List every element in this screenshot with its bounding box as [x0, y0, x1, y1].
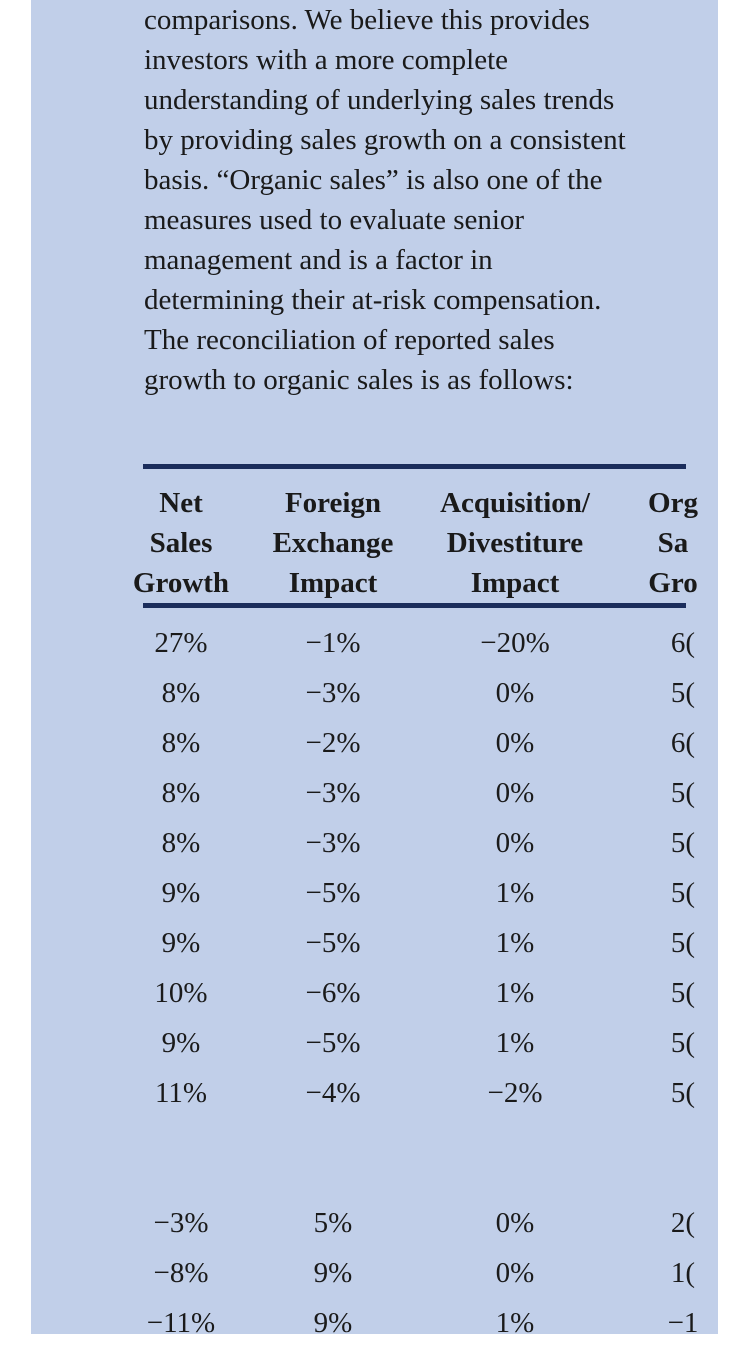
cell-organic-sales: 5( [670, 1077, 696, 1109]
cell-foreign-exchange: −3% [305, 827, 361, 859]
cell-organic-sales: 5( [670, 1027, 696, 1059]
cell-net-sales-growth: 9% [161, 927, 201, 959]
cell-organic-sales: 1( [670, 1257, 696, 1289]
cell-net-sales-growth: −11% [146, 1307, 216, 1339]
cell-net-sales-growth: −8% [153, 1257, 209, 1289]
cell-net-sales-growth: 8% [161, 727, 201, 759]
cell-foreign-exchange: 9% [313, 1307, 353, 1339]
paragraph-line: growth to organic sales is as follows: [144, 364, 574, 396]
cell-net-sales-growth: 9% [161, 1027, 201, 1059]
cell-organic-sales: 5( [670, 777, 696, 809]
cell-foreign-exchange: −1% [305, 627, 361, 659]
cell-net-sales-growth: 10% [154, 977, 208, 1009]
cell-foreign-exchange: −6% [305, 977, 361, 1009]
intro-paragraph [144, 0, 704, 400]
cell-foreign-exchange: 9% [313, 1257, 353, 1289]
table-row [143, 618, 696, 668]
paragraph-line: management and is a factor in [144, 244, 493, 276]
table-row [143, 1198, 696, 1248]
cell-acquisition-divestiture: 0% [495, 1207, 535, 1239]
table-row [143, 768, 696, 818]
table-row [143, 1248, 696, 1298]
paragraph-line: basis. “Organic sales” is also one of the [144, 164, 603, 196]
cell-acquisition-divestiture: 0% [495, 1257, 535, 1289]
paragraph-line: investors with a more complete [144, 44, 509, 76]
paragraph-line: determining their at-risk compensation. [144, 284, 602, 316]
cell-organic-sales: 5( [670, 927, 696, 959]
document-page [31, 0, 718, 1339]
cell-net-sales-growth: −3% [153, 1207, 209, 1239]
cell-organic-sales: 6( [670, 627, 696, 659]
cell-organic-sales: 2( [670, 1207, 696, 1239]
table-row [143, 968, 696, 1018]
cell-foreign-exchange: −3% [305, 677, 361, 709]
table-row [143, 918, 696, 968]
table-body [143, 618, 699, 1348]
cell-net-sales-growth: 8% [161, 677, 201, 709]
cell-foreign-exchange: −5% [305, 877, 361, 909]
paragraph-line: by providing sales growth on a consistent [144, 124, 626, 156]
cell-foreign-exchange: 5% [313, 1207, 353, 1239]
cell-organic-sales: 5( [670, 827, 696, 859]
header-net-sales-growth: Net Sales Growth [132, 487, 230, 599]
cell-foreign-exchange: −5% [305, 927, 361, 959]
cell-net-sales-growth: 8% [161, 777, 201, 809]
cell-organic-sales: 6( [670, 727, 696, 759]
cell-foreign-exchange: −4% [305, 1077, 361, 1109]
cell-net-sales-growth: 11% [154, 1077, 208, 1109]
paragraph-line: comparisons. We believe this provides [144, 4, 590, 36]
cell-organic-sales: 5( [670, 877, 696, 909]
cell-foreign-exchange: −2% [305, 727, 361, 759]
cell-foreign-exchange: −3% [305, 777, 361, 809]
table-row [143, 1068, 696, 1118]
cell-acquisition-divestiture: −2% [487, 1077, 543, 1109]
table-row [143, 718, 696, 768]
cell-foreign-exchange: −5% [305, 1027, 361, 1059]
cell-acquisition-divestiture: 0% [495, 827, 535, 859]
cell-acquisition-divestiture: 1% [495, 877, 535, 909]
header-organic-sales-growth: Org Sa Gro [648, 487, 698, 599]
table-header-rule [143, 603, 686, 608]
paragraph-line: The reconciliation of reported sales [144, 324, 555, 356]
cell-acquisition-divestiture: 0% [495, 677, 535, 709]
cell-organic-sales: 5( [670, 977, 696, 1009]
header-foreign-exchange-impact: Foreign Exchange Impact [272, 487, 394, 599]
cell-net-sales-growth: 9% [161, 877, 201, 909]
cell-acquisition-divestiture: 1% [495, 1307, 535, 1339]
cell-organic-sales: 5( [670, 677, 696, 709]
table-row [143, 1298, 699, 1348]
cell-acquisition-divestiture: 0% [495, 777, 535, 809]
table-row [143, 1018, 696, 1068]
table-header-row [132, 469, 698, 603]
table-row [143, 818, 696, 868]
cell-acquisition-divestiture: −20% [480, 627, 550, 659]
cell-net-sales-growth: 8% [161, 827, 201, 859]
cell-acquisition-divestiture: 1% [495, 977, 535, 1009]
paragraph-line: understanding of underlying sales trends [144, 84, 615, 116]
cell-net-sales-growth: 27% [154, 627, 208, 659]
organic-sales-reconciliation-table [132, 464, 699, 1348]
cell-acquisition-divestiture: 1% [495, 927, 535, 959]
cell-organic-sales: −1 [667, 1307, 699, 1339]
group-spacer [143, 1118, 686, 1198]
cell-acquisition-divestiture: 0% [495, 727, 535, 759]
paragraph-line: measures used to evaluate senior [144, 204, 525, 236]
table-row [143, 868, 696, 918]
cell-acquisition-divestiture: 1% [495, 1027, 535, 1059]
header-acquisition-divestiture-impact: Acquisition/ Divestiture Impact [440, 487, 590, 599]
table-row [143, 668, 696, 718]
